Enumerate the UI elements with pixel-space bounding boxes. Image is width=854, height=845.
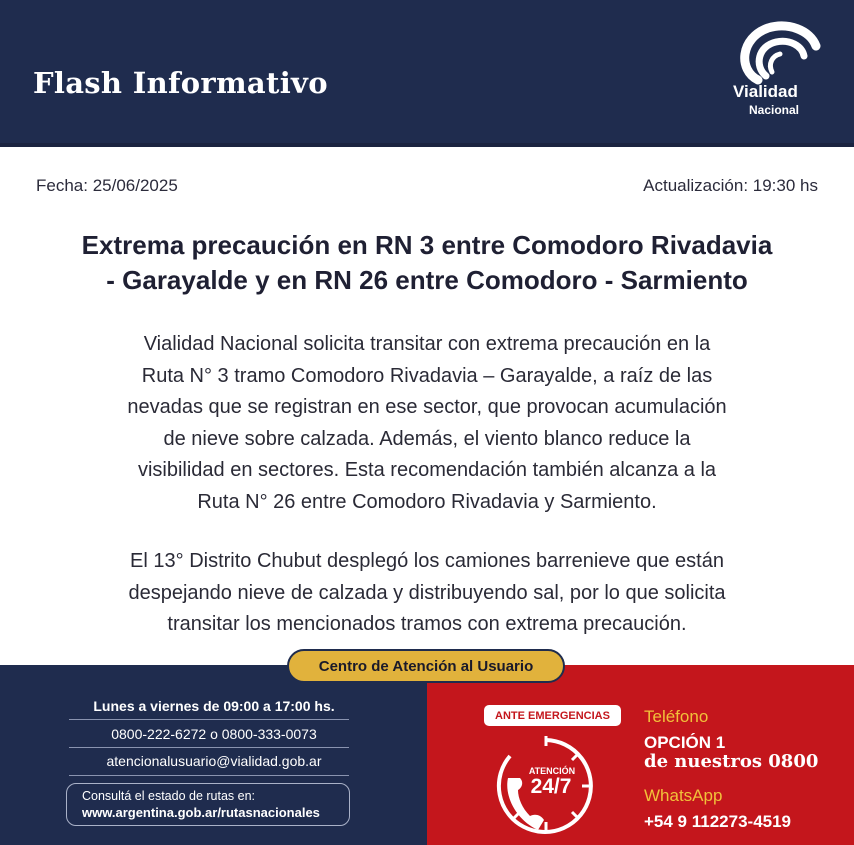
logo-name: Vialidad <box>733 82 798 101</box>
clock-main-label: 24/7 <box>530 775 572 798</box>
option-line-2: de nuestros 0800 <box>644 751 819 772</box>
routes-box <box>66 783 350 826</box>
routes-label: Consultá el estado de rutas en: <box>82 789 256 803</box>
headline-line: - Garayalde y en RN 26 entre Comodoro - Sarmiento <box>106 265 748 295</box>
paragraph-line: Ruta N° 26 entre Comodoro Rivadavia y Sarmiento. <box>197 490 657 513</box>
phone-numbers: 0800-222-6272 o 0800-333-0073 <box>111 726 317 742</box>
date-text: Fecha: 25/06/2025 <box>36 176 178 195</box>
paragraph-line: de nieve sobre calzada. Además, el viento blanco reduce la <box>163 427 691 450</box>
paragraph-line: visibilidad en sectores. Esta recomendación también alcanza a la <box>137 459 717 481</box>
whatsapp-label: WhatsApp <box>644 786 723 805</box>
page-title: Flash Informativo <box>33 66 328 100</box>
routes-link[interactable]: www.argentina.gob.ar/rutasnacionales <box>82 805 320 820</box>
whatsapp-number[interactable]: +54 9 112273-4519 <box>644 812 792 831</box>
header-divider <box>0 143 854 147</box>
paragraph-line: Ruta N° 3 tramo Comodoro Rivadavia – Garayalde, a raíz de las <box>141 364 713 387</box>
office-hours: Lunes a viernes de 09:00 a 17:00 hs. <box>93 698 335 714</box>
clock-top-label: ATENCIÓN <box>528 766 576 776</box>
option-line-1: OPCIÓN 1 <box>644 733 726 752</box>
divider <box>69 719 349 720</box>
update-text: Actualización: 19:30 hs <box>643 176 818 195</box>
paragraph-line: transitar los mencionados tramos con extrema precaución. <box>167 613 687 635</box>
body-paragraph-2 <box>56 546 798 641</box>
center-label-pill: Centro de Atención al Usuario <box>287 649 565 683</box>
divider <box>69 747 349 748</box>
body-paragraph-1 <box>56 329 798 518</box>
paragraph-line: nevadas que se registran en ese sector, que provocan acumulación <box>127 396 727 418</box>
phone-label: Teléfono <box>644 707 709 726</box>
headline-line: Extrema precaución en RN 3 entre Comodoro Rivadavia <box>81 230 773 260</box>
divider <box>69 775 349 776</box>
emergency-badge: ANTE EMERGENCIAS <box>484 705 621 726</box>
paragraph-line: Vialidad Nacional solicita transitar con extrema precaución en la <box>143 333 711 355</box>
paragraph-line: despejando nieve de calzada y distribuyendo sal, por lo que solicita <box>128 581 726 604</box>
paragraph-line: El 13° Distrito Chubut desplegó los camiones barrenieve que están <box>130 550 724 572</box>
headline <box>20 228 834 298</box>
logo-subname: Nacional <box>749 103 800 117</box>
email-link[interactable]: atencionalusuario@vialidad.gob.ar <box>106 753 322 769</box>
